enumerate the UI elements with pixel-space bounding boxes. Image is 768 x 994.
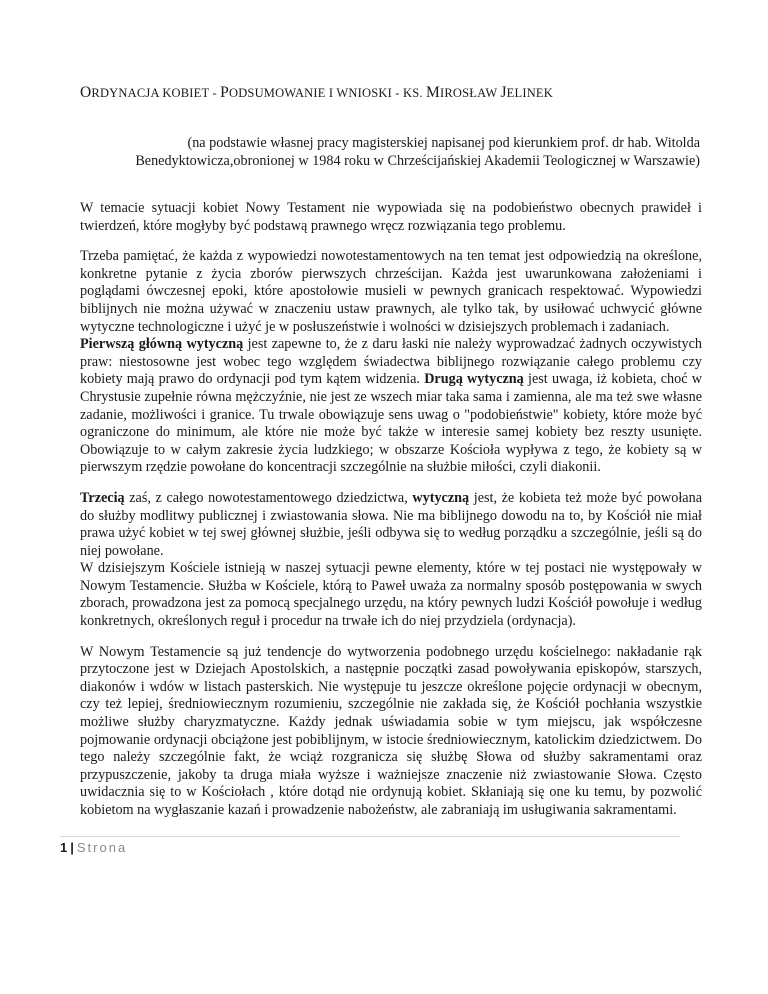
page-label: Strona bbox=[76, 840, 128, 855]
title-segment-4: ELINEK bbox=[506, 86, 553, 100]
document-title bbox=[80, 84, 700, 102]
page-footer bbox=[60, 840, 127, 855]
paragraph-3-text-a: zaś, z całego nowotestamentowego dziedzictwa, bbox=[124, 489, 413, 506]
title-segment-2: ODSUMOWANIE I WNIOSKI - KS. bbox=[228, 86, 426, 100]
title-initial-2: P bbox=[220, 84, 229, 101]
paragraph-4: W Nowym Testamencie są już tendencje do wytworzenia podobnego urzędu kościelnego: nakładanie rąk przytoczone jest w Dziejach Apostolskich, a następnie początki zasad powoływania episkopów, starszych, diakonów i wdów w listach pasterskich. Nie występuje tu jeszcze określone pojęcie ordynacji w obecnym, czy też lepiej, średniowiecznym rozumieniu, szczególnie nie zakłada się, że Kościół pochłania wszystkie możliwe służby charyzmatyczne. Każdy jednak uświadamia sobie w tym miejscu, jak współczesne pojmowanie ordynacji obciążone jest pobiblijnym, w istocie średniowiecznym, katolickim dziedzictwem. Do tego należy szczególnie fakt, że wciąż rozgranicza się służbę Słowa od służby sakramentami oraz przypuszczenie, jakoby ta druga miała wyższe i ważniejsze znaczenie niż zwiastowanie Słowa. Często uwidacznia się to w Kościołach , które dotąd nie ordynują kobiet. Skłaniają się one ku temu, by pozwolić kobietom na wygłaszanie kazań i prowadzenie nabożeństw, ale zabraniają im usługiwania sakramentami. bbox=[80, 643, 702, 818]
footer-separator: | bbox=[70, 840, 74, 855]
paragraph-3 bbox=[80, 490, 702, 631]
paragraph-2-bold-1: Pierwszą główną wytyczną bbox=[80, 336, 244, 353]
paragraph-2 bbox=[80, 248, 702, 477]
paragraph-2-bold-2: Drugą wytyczną bbox=[424, 371, 524, 388]
title-segment-3: IROSŁAW bbox=[439, 86, 501, 100]
paragraph-2-text-d: jest uwaga, iż kobieta, choć w Chrystusie zupełnie równa mężczyźnie, nie jest ze wszech miar taka sama i zamienna, ale ma też swe własne zadanie, możliwości i granice. Tu trwale obowiązuje sens uwag o "podobieństwie" kobiety, które może być ograniczone do minimum, ale które nie może być także w interesie samej kobiety bez reszty usunięte. Obowiązuje to w całym zakresie życia ludzkiego; w obszarze Kościoła wypływa z tego, że kobiety są w pierwszym rzędzie powołane do koncentracji szczególnie na służbie miłości, czyli diakonii. bbox=[80, 371, 703, 476]
document-body bbox=[80, 200, 702, 833]
paragraph-2-text-c: jest zapewne to, że z daru łaski nie należy wyprowadzać żadnych oczywistych praw: niestosowne jest wobec tego względem świadectwa biblijnego rozwiązanie całego problemu czy kobiety mają prawo do ordynacji pod tym kątem widzenia. bbox=[80, 336, 702, 388]
page-number: 1 bbox=[60, 840, 68, 855]
paragraph-3-bold-1: Trzecią bbox=[80, 489, 125, 506]
footer-divider bbox=[60, 836, 680, 837]
paragraph-2-text-a: Trzeba pamiętać, że każda z wypowiedzi nowotestamentowych na ten temat jest odpowiedzią na określone, konkretne pytanie z życia zborów pierwszych chrześcijan. Każda jest uwarunkowana założeniami i poglądami ówczesnej epoki, które apostołowie musieli w pewnych granicach respektować. Wypowiedzi biblijnych nie można używać w znaczeniu ustaw prawnych, ale tylko tak, by usiłować uchwycić główne wytyczne technologiczne i użyć je w posłuszeństwie i wolności w dzisiejszych problemach i zadaniach. bbox=[80, 248, 702, 335]
title-initial-4: J bbox=[500, 84, 507, 101]
document-subtitle: (na podstawie własnej pracy magisterskiej napisanej pod kierunkiem prof. dr hab. Witolda Benedyktowicza,obronionej w 1984 roku w Chrześcijańskiej Akademii Teologicznej w Warszawie) bbox=[135, 135, 700, 170]
paragraph-3-bold-2: wytyczną bbox=[412, 489, 470, 506]
title-initial-1: O bbox=[80, 84, 92, 101]
title-initial-3: M bbox=[426, 84, 440, 101]
paragraph-3-text-d: W dzisiejszym Kościele istnieją w naszej sytuacji pewne elementy, które w tej postaci nie występowały w Nowym Testamencie. Służba w Kościele, którą to Paweł uważa za normalny sposób postępowania w swych zborach, prowadzona jest za pomocą specjalnego urzędu, na który pewnych ludzi Kościół powołuje i według konkretnych, określonych reguł i procedur na trwałe ich do niej przydziela (ordynacja). bbox=[80, 560, 702, 630]
title-segment-1: RDYNACJA KOBIET - bbox=[91, 86, 221, 100]
paragraph-3-text-c: jest, że kobieta też może być powołana do służby modlitwy publicznej i zwiastowania słowa. Nie ma biblijnego dowodu na to, by Kościół nie miał prawa użyć kobiet w tej swej głównej służbie, jeśli odbywa się to według porządku a szczególnie, jeśli są do niej powołane. bbox=[80, 489, 702, 559]
paragraph-1: W temacie sytuacji kobiet Nowy Testament nie wypowiada się na podobieństwo obecnych prawideł i twierdzeń, które mogłyby być podstawą prawnego wręcz rozwiązania tego problemu. bbox=[80, 200, 702, 234]
